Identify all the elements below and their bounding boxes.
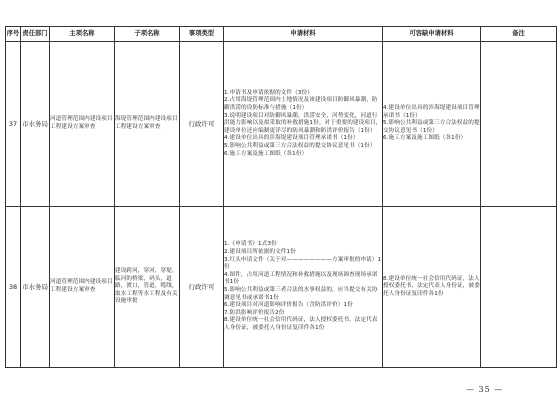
main-item-name: 河道管理范围内建设项目工程建设方案审查	[50, 207, 115, 368]
remark	[481, 42, 557, 207]
item-type: 行政许可	[180, 42, 224, 207]
optional-materials	[383, 207, 481, 368]
material-line: 4.建设单位出具的涉海堤建设项目管理承诺书（1份）	[224, 135, 359, 142]
table-row	[6, 207, 557, 368]
material-line: 6.施工方案及施工图纸（各1份）	[224, 150, 308, 157]
item-type: 行政许可	[180, 207, 224, 368]
application-materials	[224, 207, 383, 368]
material-line: 3.红头申请文件（关于对————————方案审批的申请）1份	[224, 256, 382, 271]
remark	[481, 207, 557, 368]
material-line: 2.占用海堤管理范围内土地情况及该建设项目防御风暴潮，防御洪涝的设防标准与措施（1份）	[224, 97, 378, 112]
col-header-dept: 责任部门	[21, 27, 50, 42]
table-row	[6, 42, 557, 207]
optional-line: 5.影响公共利益或第三方合法权益的提交协议意见书（1份）	[383, 120, 480, 134]
material-line: 2.建设项目所依据的文件1份	[224, 249, 296, 256]
responsible-dept: 市水务局	[21, 207, 50, 368]
material-line: 4.图件，占用河道工程情况和补救措施以及现场调查现场承诺书1份	[224, 271, 378, 286]
col-header-no: 序号	[6, 27, 21, 42]
page-number: — 35 —	[466, 385, 504, 394]
material-line: 1.申请书及申请依据的文件（3份）	[224, 89, 313, 96]
row-number: 38	[6, 207, 21, 368]
col-header-main-item: 主项名称	[50, 27, 115, 42]
material-line: 7.防洪影响评价报告2份	[224, 309, 285, 316]
main-item-name: 河道管理范围内建设项目工程建设方案审查	[50, 42, 115, 207]
material-line: 3.说明建设项目对防御风暴潮，洪涝安全，河势变化，河道行洪能力影响以及拟采取的补救措施1份。对于重要的建设项目，建设单位还应编制更详尽的防风暴潮和防洪评价报告（1份）	[224, 112, 382, 134]
col-header-sub-item: 子项名称	[115, 27, 180, 42]
material-line: 1.《申请书》1式3份	[224, 241, 277, 248]
material-line: 5.影响公共利益或第三方合法权益的提交协议意见书（1份）	[224, 142, 376, 149]
optional-line: 8.建设单位统一社会信用代码证，法人授权委托书，法定代表人身份证，被委托人身份证复印件各1份	[383, 275, 480, 297]
optional-line: 4.建设单位出具的涉海堤建设项目管理承诺书（1份）	[383, 105, 480, 119]
material-line: 5.影响公共利益或第三者合法的水事权益的，应当提交有关协调意见书或承诺书1份	[224, 287, 378, 301]
optional-line: 6.施工方案及施工图纸（各1份）	[383, 135, 467, 142]
col-header-optional-materials: 可容缺申请材料	[383, 27, 481, 42]
optional-materials	[383, 42, 481, 207]
application-materials	[224, 42, 383, 207]
sub-item-name: 建设跨河，穿河，穿堤，临河的桥梁，码头，道路，渡口，管道，缆线，取水工程等水工程及有关设施审批	[115, 207, 180, 368]
col-header-remark: 备注	[481, 27, 557, 42]
table-header-row	[6, 27, 557, 42]
material-line: 8.建设单位统一社会信用代码证，法人授权委托书，法定代表人身份证，被委托人身份证复印件各1份	[224, 317, 378, 331]
row-number: 37	[6, 42, 21, 207]
responsible-dept: 市水务局	[21, 42, 50, 207]
service-items-table	[5, 26, 557, 368]
col-header-type: 事项类型	[180, 27, 224, 42]
material-line: 6.建设项目对河道影响评价报告（含防洪评价）1份	[224, 302, 353, 309]
col-header-materials: 申请材料	[224, 27, 383, 42]
sub-item-name: 海堤管理范围内建设项目工程建设方案审查	[115, 42, 180, 207]
